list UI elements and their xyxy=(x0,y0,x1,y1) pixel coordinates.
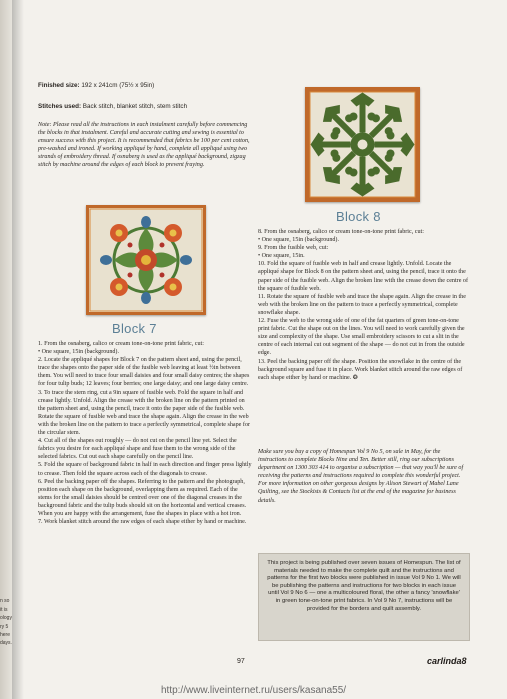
step: 8. From the osnaberg, calico or cream tone-on-tone print fabric, cut: xyxy=(258,229,424,235)
stitches-used: Stitches used: Back stitch, blanket stitch, stem stitch xyxy=(38,103,188,110)
step: • One square, 15in (background). xyxy=(38,349,119,356)
step: 10. Fold the square of fusible web in half and crease lightly. Unfold. Locate the appliqué shape for Block 8 on the pattern sheet and, using the pencil, trace it onto the paper side of the fusible web. Align the broken line with the crease down the centre of the square of fusible web. xyxy=(258,261,468,292)
step: • One square, 15in (background). xyxy=(258,237,339,244)
step: 3. To trace the stem ring, cut a 9in square of fusible web. Fold the square in half and crease lightly. Unfold. Align the crease with the broken line on the pattern printed on the pattern sheet and, using the pencil, trace it onto the paper side of the fusible web. Rotate the square of fusible web and trace the shape again. Align the crease in the web with the broken line on the pattern to trace a perfectly symmetrical, complete shape for the circular stem. xyxy=(38,389,251,437)
block-7-title: Block 7 xyxy=(112,321,157,336)
step: 9. From the fusible web, cut: xyxy=(258,245,329,252)
step: 2. Locate the appliqué shapes for Block 7 on the pattern sheet and, using the pencil, trace the shapes onto the paper side of the fusible web leaving at least ½in between them. You will need to trace four small daisies and four small daisy centres; the shapes for four tulip buds; 12 leaves; four berries; one large daisy; and one large daisy centre. xyxy=(38,357,250,388)
step: 7. Work blanket stitch around the raw edges of each shape either by hand or machine. xyxy=(38,519,247,526)
previous-page-fragment: n so xyxy=(0,598,10,604)
block-8-instructions xyxy=(258,228,470,382)
block-7-quilt-photo xyxy=(86,205,206,315)
step: 11. Rotate the square of fusible web and trace the shape again. Align the crease in the web with the broken line on the pattern to trace a perfectly symmetrical, complete snowflake shape. xyxy=(258,293,466,316)
previous-page-fragment: ology xyxy=(0,615,12,621)
previous-page-fragment: days. xyxy=(0,640,12,646)
step: 12. Fuse the web to the wrong side of one of the fat quarters of green tone-on-tone print fabric. Cut the shape out on the lines. You will need to work carefully given the size and complexity of the shape. Use small embroidery scissors to cut a slit in the centre of each internal cut out segment of the shape — do not cut in from the outside edge. xyxy=(258,318,465,357)
subscription-note: Make sure you buy a copy of Homespun Vol 9 No 5, on sale in May, for the instructions to complete Blocks Nine and Ten. Better still, ring our subscriptions department on 1300 303 414 to organise a subscription — that way you'll be sure of receiving the patterns and instructions required to complete this wonderful project. For more information on other gorgeous designs by Alison Stewart of Mabel Lane Quilting, see the Stockists & Contacts list at the end of the magazine for business details. xyxy=(258,449,464,504)
project-info-box: This project is being published over seven issues of Homespun. The list of materials needed to make the complete quilt and the instructions and patterns for the first two blocks were published in issue Vol 9 No 1. We will be publishing the patterns and instructions for two blocks in each issue until Vol 9 No 6 — one a multicoloured floral, the other a fancy 'snowflake' in green tone-on-tone print fabrics. In Vol 9 No 7, instructions will be provided for the borders and quilt assembly. xyxy=(258,553,470,641)
page-gutter-shadow xyxy=(12,0,24,699)
step: 5. Fold the square of background fabric in half in each direction and finger press lightly to crease. Then fold the square across each of the diagonals to crease. xyxy=(38,462,252,477)
step: 13. Peel the backing paper off the shape. Position the snowflake in the centre of the background square and fuse it in place. Work blanket stitch around the raw edges of each shape either by hand or machine. ❂ xyxy=(258,358,463,381)
watermark-url: http://www.liveinternet.ru/users/kasana55/ xyxy=(160,685,347,696)
step: 1. From the osnaberg, calico or cream tone-on-tone print fabric, cut: xyxy=(38,341,204,347)
step: • One square, 15in. xyxy=(258,253,305,260)
block-8-title: Block 8 xyxy=(336,209,381,224)
previous-page-fragment: ry 5 xyxy=(0,624,9,630)
step: 6. Peel the backing paper off the shapes. Referring to the pattern and the photograph, position each shape on the background, overlapping them as required. Each of the stems for the small daisies should be centred over one of the diagonal creases in the background fabric and the tulip buds should sit on the horizontal and vertical creases. When you are happy with the arrangement, fuse the shapes in place with a hot iron. xyxy=(38,478,247,517)
page-number: 97 xyxy=(237,658,245,665)
previous-page-fragment: here xyxy=(0,632,11,638)
instructions-note: Note: Please read all the instructions in each instalment carefully before commencing the blocks in that instalment. Careful and accurate cutting and sewing is essential to ensure success with this project. It is recommended that fabrics be 100 per cent cotton, pre-washed and ironed. If working appliqué by hand, complete all appliqué using two strands of embroidery thread. If osnaberg is used as the appliqué background, zigzag stitch by machine around the edges of each block to prevent fraying. xyxy=(38,122,250,169)
previous-page-fragment: it is xyxy=(0,607,8,613)
footer-logo: сarlinda8 xyxy=(427,656,467,666)
block-7-instructions xyxy=(38,340,252,526)
previous-page-edge xyxy=(0,0,12,699)
finished-size: Finished size: 192 x 241cm (75½ x 95in) xyxy=(38,82,155,89)
step: 4. Cut all of the shapes out roughly — do not cut on the pencil line yet. Select the fabrics you desire for each appliqué shape and fuse them to the wrong side of the selected fabrics. Cut out each shape carefully on the pencil line. xyxy=(38,438,237,461)
block-8-snowflake-quilt-photo xyxy=(305,87,420,202)
